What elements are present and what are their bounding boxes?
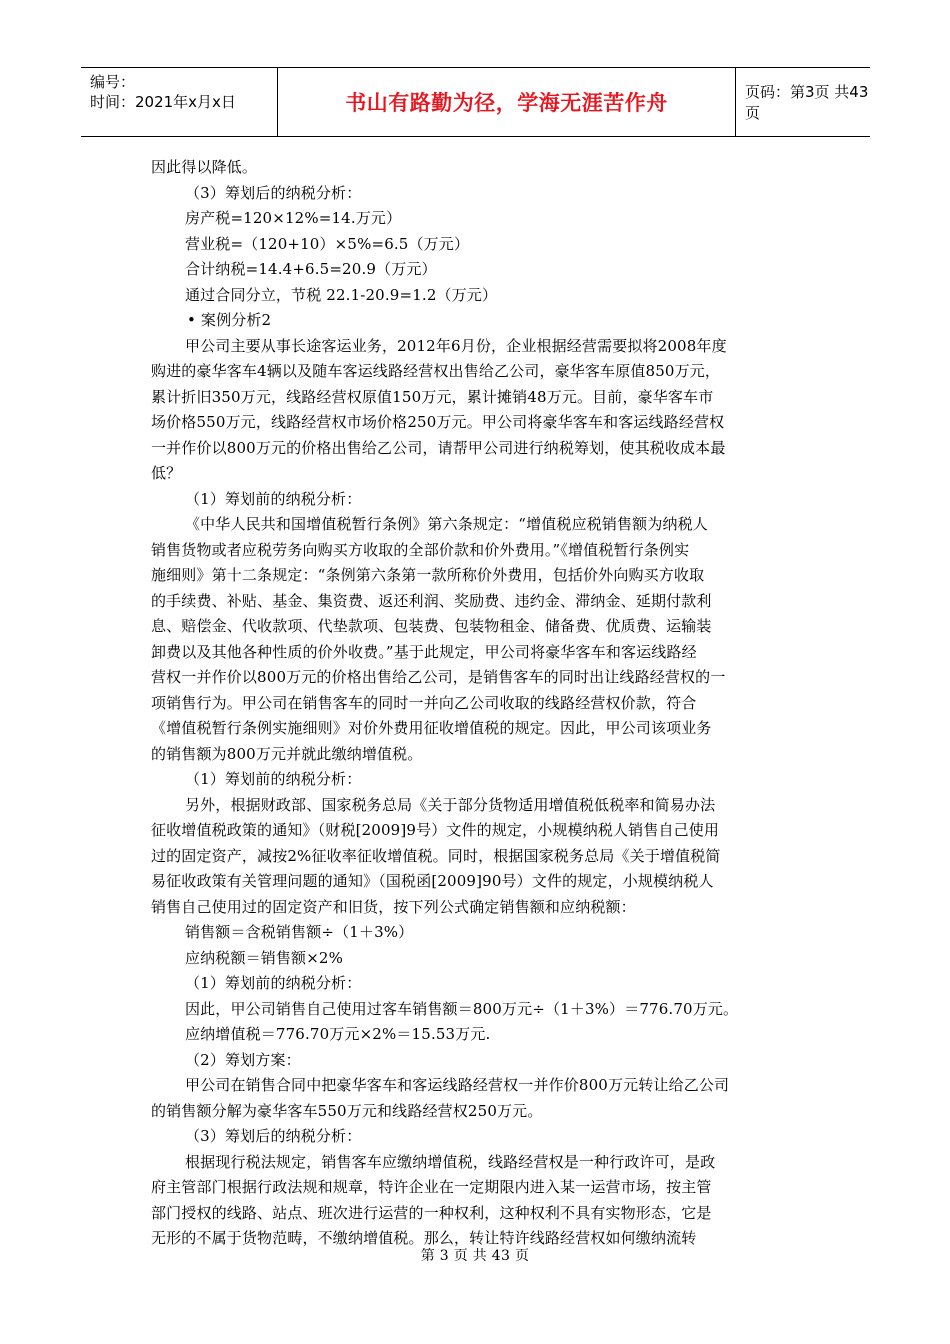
body-line: 无形的不属于货物范畴，不缴纳增值税。那么，转让特许线路经营权如何缴纳流转 [151, 1229, 697, 1247]
body-line: 一并作价以800万元的价格出售给乙公司，请帮甲公司进行纳税筹划，使其税收成本最 [151, 438, 726, 457]
body-line: 部门授权的线路、站点、班次进行运营的一种权利，这种权利不具有实物形态，它是 [151, 1203, 712, 1222]
body-line: 因此，甲公司销售自己使用过客车销售额＝800万元÷（1＋3%）＝776.70万元。 [185, 999, 739, 1018]
page-footer [0, 1245, 950, 1265]
body-line: 甲公司在销售合同中把豪华客车和客运线路经营权一并作价800万元转让给乙公司 [185, 1076, 730, 1094]
case-heading: • 案例分析2 [187, 311, 272, 329]
body-line: 卸费以及其他各种性质的价外收费。”基于此规定，甲公司将豪华客车和客运线路经 [151, 642, 697, 661]
body-line: 另外，根据财政部、国家税务总局《关于部分货物适用增值税低税率和简易办法 [185, 795, 716, 814]
body-line: 场价格550万元，线路经营权市场价格250万元。甲公司将豪华客车和客运线路经营权 [151, 413, 725, 431]
body-line: 低？ [151, 464, 182, 482]
body-line: 府主管部门根据行政法规和规章，特许企业在一定期限内进入某一运营市场，按主管 [151, 1178, 712, 1196]
body-line: 易征收政策有关管理问题的通知》（国税函[2009]90号）文件的规定，小规模纳税人 [151, 872, 714, 890]
section-heading: （2）筹划方案： [185, 1050, 301, 1069]
document-number-label: 编号： [90, 73, 136, 91]
body-line: 的销售额分解为豪华客车550万元和线路经营权250万元。 [151, 1101, 543, 1120]
formula-line: 销售额＝含税销售额÷（1＋3%） [185, 923, 414, 941]
body-line: 的手续费、补贴、基金、集资费、返还利润、奖励费、违约金、滞纳金、延期付款利 [151, 591, 712, 610]
body-line: 购进的豪华客车4辆以及随车客运线路经营权出售给乙公司，豪华客车原值850万元， [151, 362, 721, 380]
body-line: 通过合同分立，节税 22.1-20.9=1.2（万元） [185, 285, 498, 304]
body-line: 征收增值税政策的通知》（财税[2009]9号）文件的规定，小规模纳税人销售自己使用 [151, 821, 720, 839]
formula-line: 合计纳税=14.4+6.5=20.9（万元） [185, 260, 437, 278]
body-line: 因此得以降低。 [151, 158, 258, 176]
body-line: 营权一并作价以800万元的价格出售给乙公司，是销售客车的同时出让线路经营权的一 [151, 668, 726, 686]
body-line: 过的固定资产，减按2%征收率征收增值税。同时，根据国家税务总局《关于增值税简 [151, 846, 721, 865]
formula-line: 营业税=（120+10）×5%=6.5（万元） [185, 234, 470, 253]
footer-page-number: 第 3 页 共 43 页 [420, 1248, 530, 1264]
body-line: 息、赔偿金、代收款项、代垫款项、包装费、包装物租金、储备费、优质费、运输装 [151, 617, 712, 635]
body-line: 的销售额为800万元并就此缴纳增值税。 [151, 744, 423, 763]
header-page-cell [736, 68, 870, 136]
body-line: 累计折旧350万元，线路经营权原值150万元，累计摊销48万元。目前，豪华客车市 [151, 387, 714, 406]
body-line: 根据现行税法规定，销售客车应缴纳增值税，线路经营权是一种行政许可，是政 [185, 1152, 716, 1171]
header-motto-cell [278, 68, 736, 136]
body-line: 项销售行为。甲公司在销售客车的同时一并向乙公司收取的线路经营权价款，符合 [151, 693, 697, 712]
body-line: 甲公司主要从事长途客运业务，2012年6月份，企业根据经营需要拟将2008年度 [185, 336, 727, 355]
document-header [81, 67, 870, 137]
body-line: 施细则》第十二条规定：“条例第六条第一款所称价外费用，包括价外向购买方收取 [151, 566, 705, 584]
body-line: 销售货物或者应税劳务向购买方收取的全部价款和价外费用。”《增值税暂行条例实 [151, 540, 690, 559]
section-heading: （3）筹划后的纳税分析： [185, 183, 362, 202]
formula-line: 应纳税额＝销售额×2% [185, 948, 344, 967]
section-heading: （1）筹划前的纳税分析： [185, 770, 362, 788]
section-heading: （1）筹划前的纳税分析： [185, 489, 362, 508]
formula-line: 房产税=120×12%=14.万元） [185, 209, 402, 227]
document-time-label: 时间：2021年x月x日 [90, 93, 236, 111]
section-heading: （1）筹划前的纳税分析： [185, 974, 362, 992]
header-motto: 书山有路勤为径，学海无涯苦作舟 [345, 91, 668, 115]
header-page-label: 页码：第3页 共43页 [745, 83, 869, 122]
body-line: 《增值税暂行条例实施细则》对价外费用征收增值税的规定。因此，甲公司该项业务 [151, 719, 712, 737]
header-meta-cell [81, 68, 278, 136]
formula-line: 应纳增值税＝776.70万元×2%＝15.53万元. [185, 1025, 491, 1043]
section-heading: （3）筹划后的纳税分析： [185, 1127, 362, 1145]
body-line: 销售自己使用过的固定资产和旧货，按下列公式确定销售额和应纳税额： [151, 897, 636, 916]
document-body [151, 155, 791, 1252]
body-line: 《中华人民共和国增值税暂行条例》第六条规定：“增值税应税销售额为纳税人 [185, 515, 708, 533]
